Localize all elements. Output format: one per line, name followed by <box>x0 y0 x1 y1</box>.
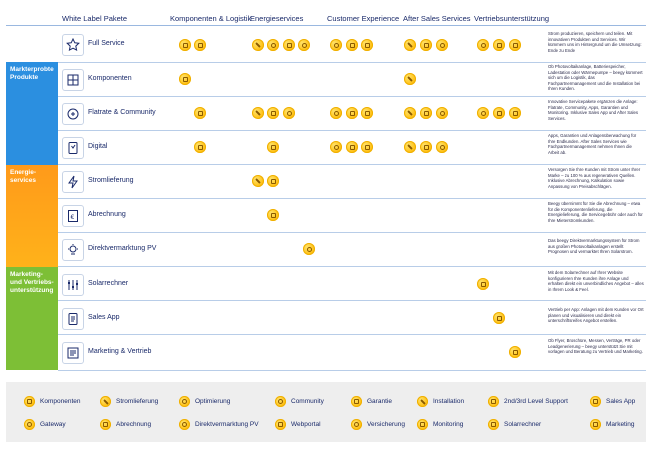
marketing-icon <box>62 342 84 364</box>
service-coin[interactable] <box>267 141 279 153</box>
legend-item: Marketing <box>590 419 635 430</box>
row-label: Flatrate & Community <box>88 109 156 116</box>
service-coin[interactable] <box>283 107 295 119</box>
service-coin[interactable] <box>420 141 432 153</box>
service-coin[interactable] <box>303 243 315 255</box>
service-coin[interactable] <box>436 141 448 153</box>
category-marketing-vertrieb: Marketing-und Vertriebs-unterstützung <box>6 267 58 370</box>
service-coin[interactable] <box>194 39 206 51</box>
service-coin[interactable] <box>330 141 342 153</box>
service-coin[interactable] <box>346 107 358 119</box>
col-header-energieservices: Energieservices <box>250 14 304 23</box>
legend-item: Versicherung <box>351 419 405 430</box>
row-description: Strom produzieren, speichern und teilen. Mit innovativen Produkten und Services. Wir kümmern uns im Hintergrund um die Umsetzung: Ende zu Ende <box>548 31 642 53</box>
row-label: Komponenten <box>88 75 132 82</box>
service-coin[interactable] <box>493 107 505 119</box>
service-coin[interactable] <box>509 39 521 51</box>
service-coin[interactable] <box>493 39 505 51</box>
insurance-icon <box>351 419 362 430</box>
row-description: Innovative Servicepakete ergänzen die Anlage: Flatrate, Community, Apps, Garantien und Monitoring. Inklusive Sales App und After Sales Services. <box>548 99 639 121</box>
row-label: Direktvermarktung PV <box>88 245 157 252</box>
component-icon <box>24 396 35 407</box>
legend-item: Abrechnung <box>100 419 151 430</box>
row-description: Ob Flyer, Broschüre, Messen, Verträge, PR oder Leadgenerierung – beegy unterstützt Sie mit vorlagen und Beratung zu Vertrieb und Marketing. <box>548 338 643 355</box>
row-marketing-vertrieb[interactable] <box>58 336 546 371</box>
row-digital[interactable] <box>58 131 546 166</box>
legend-item: Komponenten <box>24 396 80 407</box>
guarantee-icon <box>351 396 362 407</box>
service-coin[interactable] <box>361 107 373 119</box>
row-label: Abrechnung <box>88 211 126 218</box>
star-icon <box>62 34 84 56</box>
service-coin[interactable] <box>420 39 432 51</box>
row-direktvermarktung[interactable] <box>58 233 546 268</box>
header-divider <box>6 25 646 26</box>
service-coin[interactable] <box>267 209 279 221</box>
row-label: Sales App <box>88 314 120 321</box>
marketing-icon <box>590 419 601 430</box>
legend-item: Optimierung <box>179 396 230 407</box>
row-label: Marketing & Vertrieb <box>88 348 152 355</box>
service-coin[interactable] <box>493 312 505 324</box>
flatrate-icon <box>62 103 84 125</box>
legend-item: Sales App <box>590 396 635 407</box>
service-coin[interactable] <box>361 39 373 51</box>
row-label: Full Service <box>88 40 125 47</box>
legend-item: Gateway <box>24 419 66 430</box>
service-coin[interactable] <box>361 141 373 153</box>
webportal-icon <box>275 419 286 430</box>
service-coin[interactable] <box>194 107 206 119</box>
svg-text:€: € <box>70 214 75 221</box>
service-coin[interactable] <box>346 39 358 51</box>
col-header-komponenten-logistik: Komponenten & Logistik <box>170 14 252 23</box>
monitoring-icon <box>417 419 428 430</box>
row-description: Ob Photovoltaikanlage, Batteriespeicher, Ladestation oder Wärmepumpe – beegy kümmert sich um die Logistik, das Fachpartnermanagement und die Installation bei Ihren Kunden. <box>548 64 643 92</box>
row-flatrate-community[interactable] <box>58 97 546 132</box>
legend-item: Direktvermarktung PV <box>179 419 259 430</box>
row-label: Digital <box>88 143 108 150</box>
calculator-icon <box>62 274 84 296</box>
service-coin[interactable] <box>436 39 448 51</box>
row-solarrechner[interactable] <box>58 268 546 303</box>
legend-item: Solarrechner <box>488 419 541 430</box>
service-coin[interactable] <box>477 107 489 119</box>
service-coin[interactable] <box>194 141 206 153</box>
billing-icon <box>100 419 111 430</box>
legend-item: 2nd/3rd Level Support <box>488 396 568 407</box>
col-header-white-label: White Label Pakete <box>62 14 128 23</box>
legend-item: Webportal <box>275 419 321 430</box>
service-coin[interactable] <box>252 175 264 187</box>
service-coin[interactable] <box>330 39 342 51</box>
legend-item: Stromlieferung <box>100 396 158 407</box>
service-coin[interactable] <box>436 107 448 119</box>
optimization-icon <box>179 396 190 407</box>
support-icon <box>488 396 499 407</box>
service-coin[interactable] <box>404 107 416 119</box>
row-label: Solarrechner <box>88 280 129 287</box>
service-coin[interactable] <box>509 346 521 358</box>
service-coin[interactable] <box>404 39 416 51</box>
service-coin[interactable] <box>420 107 432 119</box>
row-stromlieferung[interactable] <box>58 165 546 200</box>
legend-item: Installation <box>417 396 464 407</box>
direct-marketing-icon <box>179 419 190 430</box>
solar-panel-icon <box>62 69 84 91</box>
row-description: Beegy übernimmt für Sie die Abrechnung – etwa für die Komponentenlieferung, die Energielieferung, die Servicegebühr oder auch für Ihre Mieterstromkunden. <box>548 201 643 223</box>
service-coin[interactable] <box>330 107 342 119</box>
col-header-after-sales: After Sales Services <box>403 14 471 23</box>
service-coin[interactable] <box>267 39 279 51</box>
service-coin[interactable] <box>267 107 279 119</box>
sales-app-icon <box>62 308 84 330</box>
service-coin[interactable] <box>477 278 489 290</box>
legend-item: Community <box>275 396 324 407</box>
service-coin[interactable] <box>509 107 521 119</box>
service-coin[interactable] <box>283 39 295 51</box>
service-coin[interactable] <box>179 39 191 51</box>
gateway-icon <box>24 419 35 430</box>
row-description: Apps, Garantien und Anlagenüberwachung für Ihre Endkunden. After Sales Services wie Fachpartnermanagement nehmen Ihnen die Arbeit ab. <box>548 133 637 155</box>
row-description: Das beegy Direktvermarktungssystem für Strom aus großen Photovoltaikanlagen erstellt Prognosen und vermarktet Ihren Solarstrom. <box>548 238 640 255</box>
service-coin[interactable] <box>404 141 416 153</box>
row-abrechnung[interactable] <box>58 199 546 234</box>
service-coin[interactable] <box>252 107 264 119</box>
community-icon <box>275 396 286 407</box>
sales-app-icon <box>590 396 601 407</box>
service-coin[interactable] <box>267 175 279 187</box>
row-description: Mit dem Solarrechner auf Ihrer Website konfigurieren Ihre Kunden ihre Anlage und erhalten direkt ein unverbindliches Angebot – alles in Ihrem Look & Feel. <box>548 270 644 292</box>
direct-marketing-icon <box>62 239 84 261</box>
row-label: Stromlieferung <box>88 177 134 184</box>
service-coin[interactable] <box>346 141 358 153</box>
service-coin[interactable] <box>404 73 416 85</box>
col-header-customer-experience: Customer Experience <box>327 14 400 23</box>
power-icon <box>100 396 111 407</box>
row-description: Versorgen Sie Ihre Kunden mit Strom unter Ihrer Marke – zu 100 % aus regenerativen Quellen. Inklusive Abrechnung, Kalkulation sowie Anpassung von Preisabschlägen. <box>548 167 641 189</box>
calculator-icon <box>488 419 499 430</box>
power-icon <box>62 171 84 193</box>
legend-panel <box>6 382 646 442</box>
category-markterprobte-produkte: Markterprobte Produkte <box>6 62 58 170</box>
service-coin[interactable] <box>252 39 264 51</box>
legend-item: Monitoring <box>417 419 463 430</box>
service-coin[interactable] <box>477 39 489 51</box>
service-coin[interactable] <box>298 39 310 51</box>
col-header-vertrieb: Vertriebsunterstützung <box>474 14 550 23</box>
row-description: Vertrieb per App: Anlagen mit dem Kunden vor Ort planen und visualisieren und direkt ein unterschriftsreifes Angebot erstellen. <box>548 307 644 324</box>
digital-icon <box>62 137 84 159</box>
row-komponenten[interactable] <box>58 63 546 98</box>
row-sales-app[interactable] <box>58 302 546 337</box>
installation-icon <box>417 396 428 407</box>
legend-item: Garantie <box>351 396 392 407</box>
billing-icon <box>62 205 84 227</box>
category-energieservices: Energie-services <box>6 165 58 267</box>
service-coin[interactable] <box>179 73 191 85</box>
